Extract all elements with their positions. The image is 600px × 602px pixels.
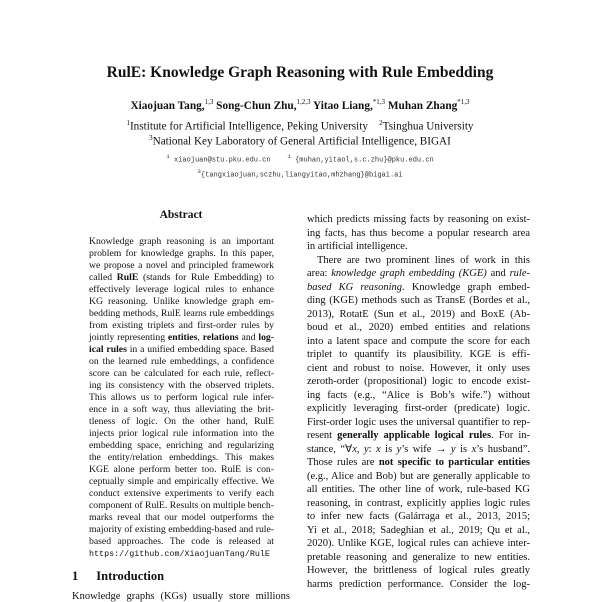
text-line (307, 362, 530, 376)
text-segment: (stands for Rule Embedding) to (138, 272, 274, 283)
text-segment: knowledge graph embedding (KGE) (331, 268, 487, 279)
text-line (307, 308, 530, 322)
text-line (89, 236, 274, 248)
author-list (0, 98, 600, 112)
text-line (307, 551, 530, 565)
text-segment: triplet to quantify its plausibility. KGE is effi- (307, 349, 530, 360)
text-line (307, 429, 530, 443)
text-segment: zeroth-order (propositional) logic to encode exist- (307, 376, 530, 387)
code-url[interactable]: https://github.com/XiaojuanTang/RulE (89, 549, 270, 559)
text-segment: However, the brittleness of logical rules greatly (307, 565, 530, 576)
text-segment: This allows us to perform logical rule infer- (89, 392, 274, 403)
text-segment: reasoning, in contrast, explicitly applies logic rules (307, 497, 530, 509)
text-line (89, 320, 274, 332)
text-line (307, 389, 530, 403)
text-line (89, 392, 274, 404)
text-segment: 2020). Unlike KGE, logical rules can achieve inter- (307, 538, 530, 549)
text-segment: ing facts (e.g., “Alice is Bob’s wife.”) without (307, 389, 530, 401)
text-segment: x (376, 443, 381, 455)
text-segment: rule- (509, 268, 530, 279)
text-segment: 2013), RotatE (Sun et al., 2019) and BoxE (Ab- (307, 308, 530, 320)
text-segment: KGE alone perform better too. RulE is con- (89, 464, 274, 475)
right-column-body (307, 213, 530, 591)
text-segment: boud et al., 2020) embed entities and relations (307, 322, 530, 333)
text-line (307, 497, 530, 511)
email-mark: 1 (166, 153, 170, 160)
text-segment: embedding space, enriching and regularizing (89, 440, 274, 451)
text-segment: is (380, 443, 397, 455)
text-line (307, 375, 530, 389)
text-line (307, 240, 530, 254)
text-line (307, 254, 530, 268)
text-segment: bedding methods, RulE learns rule embeddings (89, 308, 274, 319)
text-line (307, 537, 530, 551)
email: {muhan,yitaol,s.c.zhu}@pku.edu.cn (295, 156, 434, 165)
text-segment: based KG reasoning (307, 281, 403, 293)
text-segment: majority of existing embedding-based and rule- (89, 524, 274, 535)
text-segment: Knowledge graph reasoning is an important (89, 236, 274, 247)
text-line (89, 536, 274, 548)
text-line (89, 284, 274, 296)
text-line (89, 500, 274, 512)
text-segment: not specific to particular entities (378, 457, 530, 468)
text-segment: marks reveal that our model outperforms the (89, 512, 274, 523)
author-name: Xiaojuan Tang, (130, 99, 205, 112)
text-segment: we propose a novel and principled framework (89, 260, 274, 271)
text-line (89, 296, 274, 308)
email: xiaojuan@stu.pku.edu.cn (173, 156, 271, 165)
author (216, 100, 310, 112)
text-line (89, 248, 274, 260)
email-mark: 1 (287, 153, 291, 160)
text-segment: resent (307, 430, 338, 441)
text-segment: Those rules are (307, 457, 379, 468)
text-segment: tleness of logic. On the other hand, RulE (89, 416, 274, 427)
text-line (307, 213, 530, 227)
author-affiliation-mark: 1,3 (204, 98, 214, 106)
text-line (307, 227, 530, 241)
affiliation-line (0, 119, 600, 133)
text-line (307, 564, 530, 578)
text-line (89, 428, 274, 440)
text-segment: . For in- (491, 430, 530, 441)
text-segment: x (471, 443, 477, 455)
affiliation: Institute for Artificial Intelligence, Peking University (129, 120, 368, 133)
intro-paragraph-line: Knowledge graphs (KGs) usually store millions (72, 591, 290, 602)
text-line (89, 380, 274, 392)
text-line (89, 356, 274, 368)
text-segment: There are two prominent lines of work in this (317, 254, 530, 266)
text-segment: score can be calculated for each rule, reflect- (89, 368, 274, 379)
text-line (307, 456, 530, 470)
text-segment: all entities. The other line of work, rule-based KG (307, 484, 530, 495)
text-line (89, 476, 274, 488)
text-line (307, 321, 530, 335)
text-segment: the entity/relation embeddings. This makes (89, 452, 274, 463)
paper-title: RulE: Knowledge Graph Reasoning with Rule Embedding (106, 64, 494, 81)
abstract-heading: Abstract (159, 209, 203, 221)
author (388, 100, 470, 112)
text-segment: ing its consistency with the observed triplets. (89, 380, 274, 391)
affiliation: National Key Laboratory of General Artificial Intelligence, BIGAI (152, 135, 451, 148)
text-segment: (e.g., Alice and Bob) but are generally applicable to (307, 470, 530, 482)
text-line (89, 368, 274, 380)
text-segment: ical rules (89, 344, 127, 355)
text-segment: . Knowledge graph embed- (402, 281, 530, 293)
text-segment: component of RulE. Results on multiple bench- (89, 500, 274, 511)
affiliation: Tsinghua University (382, 120, 474, 133)
email-mark: 3 (197, 168, 201, 175)
text-segment: to infer new facts (Galárraga et al., 2013, 2015; (307, 511, 530, 522)
text-segment: RulE (116, 272, 139, 283)
text-line (307, 294, 530, 308)
text-segment: entities (167, 332, 198, 343)
text-line (89, 452, 274, 464)
text-segment: y (396, 443, 402, 455)
text-segment: is (455, 443, 472, 455)
text-line (89, 524, 274, 536)
affiliation-mark: 1 (126, 119, 130, 127)
text-segment: cient and robust to noise. However, it only uses (307, 362, 530, 374)
email-line (0, 153, 600, 164)
text-segment: y (450, 443, 456, 455)
email: {tangxiaojuan,sczhu,liangyitao,mhzhang}@bigai.ai (200, 171, 403, 180)
text-segment: and (486, 268, 510, 279)
section-title: Introduction (96, 569, 165, 583)
section-heading-introduction (72, 569, 182, 584)
text-segment: conduct extensive experiments to verify each (89, 488, 274, 499)
text-segment: into a latent space and compute the score for each (307, 335, 530, 347)
affiliation-mark: 3 (149, 134, 153, 142)
text-segment: ding (KGE) methods such as TransE (Bordes et al., (307, 295, 530, 306)
abstract-body (89, 236, 274, 560)
text-line (307, 416, 530, 430)
author-affiliation-mark: *1,3 (372, 98, 386, 106)
text-line (89, 440, 274, 452)
text-segment: and (238, 332, 259, 343)
text-segment: KG reasoning. Unlike knowledge graph em- (89, 296, 274, 307)
text-line (89, 260, 274, 272)
text-line (307, 402, 530, 416)
text-segment: on the learned rule embeddings, a confidence (89, 356, 274, 367)
text-line (307, 335, 530, 349)
text-segment: ing facts, has thus become a popular research area (307, 227, 530, 239)
text-segment: ence in a soft way, thus alleviating the brit- (89, 404, 274, 415)
author-name: Yitao Liang, (312, 99, 373, 112)
text-segment: based approaches. The code is released at (89, 536, 274, 547)
text-line (307, 578, 530, 592)
text-segment: ’s husband”. (476, 443, 530, 455)
text-segment: x, y (352, 443, 369, 455)
text-line (89, 344, 274, 356)
text-line (89, 272, 274, 284)
text-segment: in artificial intelligence. (307, 241, 408, 252)
text-segment: jointly representing (89, 332, 168, 343)
author-name: Song-Chun Zhu, (216, 99, 297, 112)
text-segment: harms prediction performance. Consider the log- (307, 578, 530, 590)
text-segment: Yi et al., 2018; Sadeghian et al., 2019; Qu et al., (307, 524, 530, 536)
text-segment: in a unified embedding space. Based (126, 344, 274, 355)
text-line (89, 416, 274, 428)
text-segment: called (89, 272, 117, 283)
text-segment: relations (202, 332, 239, 343)
text-segment: explicitly leveraging first-order (predicate) logic. (307, 403, 530, 414)
text-segment: area: (307, 268, 332, 279)
text-segment: ’s wife → (401, 443, 451, 455)
text-line (307, 443, 530, 457)
text-segment: , (197, 332, 203, 343)
text-segment: generally applicable logical rules (337, 430, 492, 441)
text-line (89, 404, 274, 416)
text-segment: pretable reasoning and generalize to new entities. (307, 551, 530, 563)
text-line (307, 281, 530, 295)
text-line (307, 483, 530, 497)
text-segment: ceptually simple and empirically effective. We (89, 476, 274, 487)
text-segment: which predicts missing facts by reasoning on exist- (307, 214, 530, 225)
text-line (307, 348, 530, 362)
text-line (89, 308, 274, 320)
text-segment: from existing triplets and first-order rules by (89, 320, 274, 331)
text-segment: injects prior logical rule information into the (89, 428, 274, 439)
text-line (89, 548, 274, 560)
author (313, 100, 385, 112)
author-affiliation-mark: *1,3 (457, 98, 470, 106)
text-line (89, 332, 274, 344)
section-number: 1 (72, 569, 79, 583)
text-segment: log- (258, 332, 274, 343)
text-segment: First-order logic uses the universal quantifier to rep- (307, 416, 530, 428)
author-affiliation-mark: 1,2,3 (296, 98, 311, 106)
text-line (307, 510, 530, 524)
text-line (307, 267, 530, 281)
text-segment: problem for knowledge graphs. In this paper, (89, 248, 274, 259)
text-segment: effectively leverage logical rules to enhance (89, 284, 274, 295)
affiliation-mark: 2 (379, 119, 383, 127)
text-segment: stance, “∀ (307, 443, 353, 455)
text-line (89, 488, 274, 500)
author (130, 100, 213, 112)
text-line (307, 470, 530, 484)
text-segment: : (368, 443, 377, 455)
text-line (89, 464, 274, 476)
author-name: Muhan Zhang (387, 99, 458, 112)
affiliation-line (0, 134, 600, 148)
text-line (307, 524, 530, 538)
text-line (89, 512, 274, 524)
email-line (0, 168, 600, 179)
